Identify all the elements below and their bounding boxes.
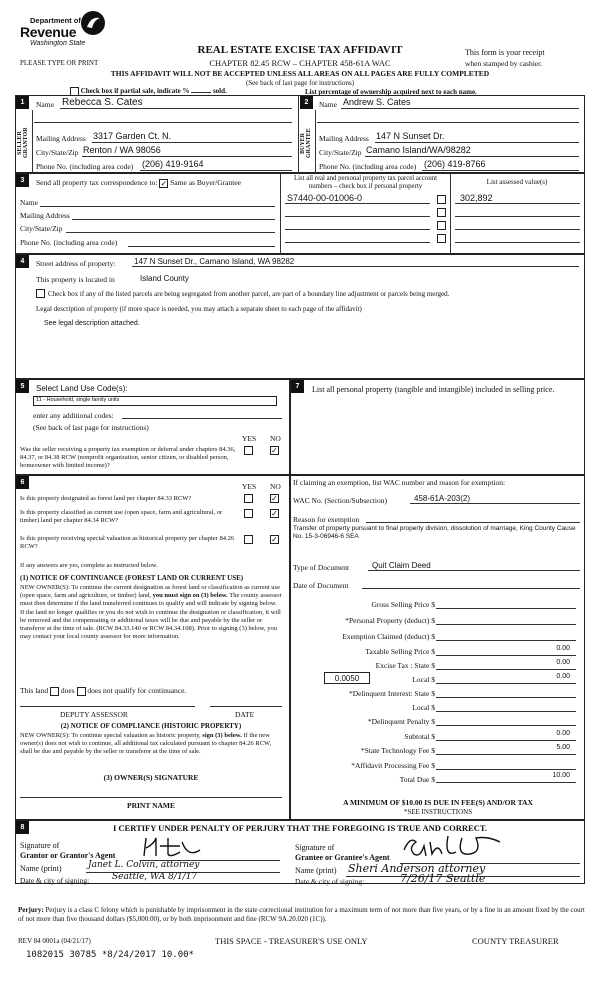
- buyer-phone-label: Phone No. (including area code): [319, 162, 417, 171]
- tech-fee-label: *State Technology Fee $: [360, 746, 435, 755]
- local-label: Local $: [412, 675, 435, 684]
- form-title: REAL ESTATE EXCISE TAX AFFIDAVIT: [197, 44, 403, 56]
- corr-address-label: Mailing Address: [20, 211, 70, 220]
- subtotal-label: Subtotal $: [404, 732, 435, 741]
- does-checkbox[interactable]: [50, 687, 59, 696]
- percentage-note: List percentage of ownership acquired next to each name.: [305, 88, 477, 96]
- same-as-buyer-checkbox[interactable]: ✓: [160, 178, 168, 188]
- legal-description[interactable]: See legal description attached.: [44, 320, 140, 327]
- subtotal-value[interactable]: 0.00: [556, 730, 570, 737]
- parcel-number[interactable]: S7440-00-01006-0: [287, 193, 363, 203]
- exemption-claim-label: If claiming an exemption, list WAC number and reason for exemption:: [293, 478, 506, 487]
- dept-name: Revenue: [20, 24, 77, 40]
- seller-city-label: City/State/Zip: [36, 148, 79, 157]
- street-label: Street address of property:: [36, 259, 116, 268]
- historic-yes-checkbox[interactable]: [244, 535, 253, 544]
- section-2-number: 2: [300, 96, 313, 109]
- grantor-date-label: Date & city of signing:: [20, 876, 90, 885]
- correspondence-text: Send all property tax correspondence to:: [36, 178, 158, 187]
- notice1-text-b: you must sign on (3) below.: [152, 592, 228, 600]
- assessed-header: List assessed value(s): [486, 178, 548, 186]
- form-chapter: CHAPTER 82.45 RCW – CHAPTER 458-61A WAC: [209, 58, 391, 68]
- deputy-assessor-label: DEPUTY ASSESSOR: [60, 710, 128, 719]
- local-rate: 0.0050: [334, 674, 360, 683]
- corr-phone-label: Phone No. (including area code): [20, 238, 118, 247]
- print-name-label: PRINT NAME: [127, 801, 175, 810]
- dor-logo: [20, 8, 100, 52]
- parcel-2-checkbox[interactable]: [437, 208, 446, 217]
- designation-yes-header: YES: [242, 482, 257, 491]
- reason-label: Reason for exemption: [293, 515, 360, 524]
- street-address[interactable]: 147 N Sunset Dr., Camano Island, WA 98282: [134, 257, 295, 266]
- grantee-date-label: Date & city of signing:: [295, 877, 365, 886]
- notice1-text-a: NEW OWNER(S): To continue the current designation as forest land or classification as current use (open space, farm and agriculture, or timber) land,: [20, 584, 280, 600]
- historic-no-checkbox[interactable]: ✓: [271, 535, 278, 544]
- does-not-checkbox[interactable]: [77, 687, 86, 696]
- notice1-text-c: The county assessor must then determine if the land transferred continues to qualify and will indicate by signing below. If the land no longer qualifies or you do not wish to continue the designation or classification, it will be removed and the compensating or additional taxes will be due and payable by the seller or transferor at the time of sale. (RCW 84.33.140 or RCW 84.34.108). Prior to signing (3) below, you may contact your local county assessor for more information.: [20, 592, 282, 641]
- buyer-address-label: Mailing Address: [319, 134, 369, 143]
- section-4-number: 4: [16, 255, 29, 268]
- county[interactable]: Island County: [140, 274, 189, 283]
- section-8-number: 8: [16, 821, 29, 834]
- land-use-instructions: (See back of last page for instructions): [33, 423, 149, 432]
- section-3-number: 3: [16, 174, 29, 187]
- personal-property-label: List all personal property (tangible and intangible) included in selling price.: [312, 385, 555, 394]
- corr-name-label: Name: [20, 198, 38, 207]
- receipt-note-2: when stamped by cashier.: [465, 59, 543, 68]
- parcel-3-checkbox[interactable]: [437, 221, 446, 230]
- section-1-number: 1: [16, 96, 29, 109]
- sold-label: sold.: [212, 87, 227, 96]
- delinquent-state-label: *Delinquent Interest: State $: [348, 689, 435, 698]
- affidavit-fee-label: *Affidavit Processing Fee $: [351, 761, 435, 770]
- exemption-deduct-label: Exemption Claimed (deduct) $: [342, 632, 435, 641]
- designation-no-header: NO: [270, 482, 281, 491]
- taxable-price-label: Taxable Selling Price $: [365, 647, 435, 656]
- parcel-4-checkbox[interactable]: [437, 234, 446, 243]
- notice1-body: [20, 584, 282, 641]
- legal-label: Legal description of property (if more space is needed, you may attach a separate sheet to each page of the affidavit): [36, 305, 362, 313]
- historic-question: Is this property receiving special valuation as historical property per chapter 84.26 RCW?: [20, 535, 235, 550]
- exemption-no-checkbox[interactable]: ✓: [271, 446, 278, 455]
- excise-state-value[interactable]: 0.00: [556, 659, 570, 666]
- segregated-note: Check box if any of the listed parcels are being segregated from another parcel, are part of a boundary line adjustment or parcels being merged.: [48, 290, 450, 298]
- grantee-name[interactable]: Sheri Anderson attorney: [348, 862, 486, 875]
- doc-type-label: Type of Document: [293, 563, 350, 572]
- qualify-line: [20, 686, 186, 696]
- county-treasurer: COUNTY TREASURER: [472, 936, 559, 946]
- perjury-note: [18, 906, 588, 924]
- gross-price-label: Gross Selling Price $: [371, 600, 435, 609]
- notice2-body: [20, 732, 282, 757]
- land-use-no-header: NO: [270, 434, 281, 443]
- buyer-city-label: City/State/Zip: [319, 148, 362, 157]
- doc-type[interactable]: Quit Claim Deed: [372, 561, 431, 570]
- forest-land-question: Is this property designated as forest land per chapter 84.33 RCW?: [20, 495, 192, 502]
- corr-city-label: City/State/Zip: [20, 224, 63, 233]
- delinquent-penalty-label: *Delinquent Penalty $: [367, 717, 435, 726]
- section-5-number: 5: [16, 380, 29, 393]
- forest-no-checkbox[interactable]: ✓: [271, 494, 278, 503]
- assessed-value[interactable]: 302,892: [460, 193, 493, 203]
- section-property: [15, 254, 585, 379]
- seller-address[interactable]: 3317 Garden Ct. N.: [93, 131, 172, 141]
- correspondence-label: [36, 178, 241, 188]
- rev-number: REV 84 0001a (04/21/17): [18, 937, 91, 945]
- exemption-question: Was the seller receiving a property tax exemption or deferral under chapters 84.36, 84.37, or 84.38 RCW (nonprofit organization, senior citizen, or disabled person, homeowner with limited income)?: [20, 446, 236, 469]
- forest-yes-checkbox[interactable]: [244, 494, 253, 503]
- grantor-name[interactable]: Janet L. Colvin, attorney: [88, 860, 200, 870]
- grantor-date[interactable]: Seattle, WA 8/1/17: [112, 872, 198, 882]
- notice2-text-b: sign (3) below.: [202, 732, 242, 739]
- deputy-date-label: DATE: [235, 710, 255, 719]
- buyer-phone[interactable]: (206) 419-8766: [424, 159, 486, 169]
- owner-signature-label: (3) OWNER(S) SIGNATURE: [103, 773, 199, 782]
- wac-number[interactable]: 458-61A-203(2): [414, 494, 471, 503]
- seller-sidebar: SELLER GRANTOR: [17, 127, 29, 159]
- seller-phone-label: Phone No. (including area code): [36, 162, 134, 171]
- grantee-sig-label-2: Grantee or Grantee's Agent: [295, 853, 390, 862]
- excise-state-label: Excise Tax : State $: [375, 661, 435, 670]
- does-label: does: [60, 686, 75, 695]
- seller-name[interactable]: Rebecca S. Cates: [62, 97, 143, 108]
- seller-phone[interactable]: (206) 419-9164: [142, 159, 204, 169]
- current-use-no-checkbox[interactable]: ✓: [271, 509, 278, 518]
- perjury-label: Perjury:: [18, 906, 44, 914]
- grantor-signature: [140, 834, 210, 860]
- parcel-header: List all real and personal property tax parcel account numbers – check box if personal property: [293, 175, 438, 190]
- certify-statement: I CERTIFY UNDER PENALTY OF PERJURY THAT THE FOREGOING IS TRUE AND CORRECT.: [112, 823, 487, 833]
- local-rate-box[interactable]: [324, 672, 370, 684]
- does-not-label: does not qualify for continuance.: [87, 686, 187, 695]
- land-use-yes-header: YES: [242, 434, 257, 443]
- land-use-code: 11 - Household, single family units: [36, 397, 120, 403]
- land-use-select[interactable]: [33, 396, 277, 406]
- treasurer-space: THIS SPACE - TREASURER'S USE ONLY: [215, 936, 368, 946]
- grantee-date[interactable]: 7/26/17 Seattle: [400, 872, 486, 885]
- buyer-name-label: Name: [319, 100, 337, 109]
- parcel-1-checkbox[interactable]: [437, 195, 446, 204]
- buyer-city[interactable]: Camano Island/WA/98282: [366, 145, 471, 155]
- notice1-title: (1) NOTICE OF CONTINUANCE (FOREST LAND OR CURRENT USE): [20, 574, 244, 582]
- partial-sale-label: Check box if partial sale, indicate %: [80, 87, 190, 96]
- seller-city[interactable]: Renton / WA 98056: [83, 145, 161, 155]
- form-warning: THIS AFFIDAVIT WILL NOT BE ACCEPTED UNLESS ALL AREAS ON ALL PAGES ARE FULLY COMPLETED: [110, 69, 490, 78]
- receipt-note: This form is your receipt: [465, 48, 545, 57]
- personal-property-deduct-label: *Personal Property (deduct) $: [345, 616, 435, 625]
- delinquent-local-label: Local $: [412, 703, 435, 712]
- segregated-checkbox[interactable]: [36, 289, 45, 298]
- section-7-number: 7: [291, 380, 304, 393]
- exemption-yes-checkbox[interactable]: [244, 446, 253, 455]
- grantee-signature: [400, 832, 520, 860]
- taxable-price-value[interactable]: 0.00: [556, 645, 570, 652]
- grantor-sig-label-2: Grantor or Grantor's Agent: [20, 851, 116, 860]
- located-label: This property is located in: [36, 275, 115, 284]
- buyer-sidebar: BUYER GRANTEE: [300, 128, 312, 158]
- print-note: PLEASE TYPE OR PRINT: [20, 59, 99, 67]
- instructions-note: (See back of last page for instructions): [245, 79, 355, 87]
- exemption-reason[interactable]: Transfer of property pursuant to final property division, dissolution of marriage, King County Cause No. 15-3-06946-6 SEA: [293, 525, 576, 540]
- perjury-text: Perjury is a class C felony which is punishable by imprisonment in the state correctional institution for a maximum term of not more than five years, or by a fine in an amount fixed by the court of not more than five thousand dollars ($5,000.00), or by both imprisonment and fine (RCW 9A.20.020 (1C)).: [18, 906, 585, 923]
- notice2-title: (2) NOTICE OF COMPLIANCE (HISTORIC PROPERTY): [60, 722, 242, 730]
- total-due-value[interactable]: 10.00: [552, 772, 570, 779]
- if-yes-note: If any answers are yes, complete as instructed below.: [20, 562, 158, 569]
- dept-state: Washington State: [30, 40, 86, 47]
- section-designation: [15, 475, 290, 820]
- grantor-sig-label-1: Signature of: [20, 841, 60, 850]
- current-use-question: Is this property classified as current use (open space, farm and agricultural, or timber) land per chapter 84.34 RCW?: [20, 509, 223, 524]
- dor-logo-icon: [80, 10, 106, 36]
- notice2-text-a: NEW OWNER(S): To continue special valuation as historic property,: [20, 732, 201, 739]
- buyer-address[interactable]: 147 N Sunset Dr.: [376, 131, 445, 141]
- dept-line1: Department of: [30, 16, 81, 25]
- grantee-sig-label-1: Signature of: [295, 843, 335, 852]
- grantor-name-label: Name (print): [20, 864, 62, 873]
- this-land-label: This land: [20, 686, 49, 695]
- section-6-number: 6: [16, 476, 29, 489]
- see-instructions: *SEE INSTRUCTIONS: [403, 808, 473, 816]
- cashier-stamp: 1082015 30785 *8/24/2017 10.00*: [26, 950, 194, 960]
- doc-date-label: Date of Document: [293, 581, 349, 590]
- grantee-name-label: Name (print): [295, 866, 337, 875]
- current-use-yes-checkbox[interactable]: [244, 509, 253, 518]
- same-as-buyer-label: Same as Buyer/Grantee: [170, 178, 241, 187]
- additional-codes-label: enter any additional codes:: [33, 411, 114, 420]
- wac-label: WAC No. (Section/Subsection): [293, 496, 387, 505]
- seller-name-label: Name: [36, 100, 54, 109]
- total-due-label: Total Due $: [399, 775, 435, 784]
- notice2-text-c: If the new owner(s) does not wish to continue, all additional tax calculated pursuant to chapter 84.26 RCW, shall be due and payable by the seller or transferor at the time of sale.: [20, 732, 272, 756]
- seller-address-label: Mailing Address: [36, 134, 86, 143]
- land-use-label: Select Land Use Code(s):: [36, 384, 128, 393]
- tech-fee-value[interactable]: 5.00: [556, 744, 570, 751]
- buyer-name[interactable]: Andrew S. Cates: [343, 97, 411, 107]
- minimum-fee-note: A MINIMUM OF $10.00 IS DUE IN FEE(S) AND/OR TAX: [343, 798, 533, 807]
- local-value[interactable]: 0.00: [556, 673, 570, 680]
